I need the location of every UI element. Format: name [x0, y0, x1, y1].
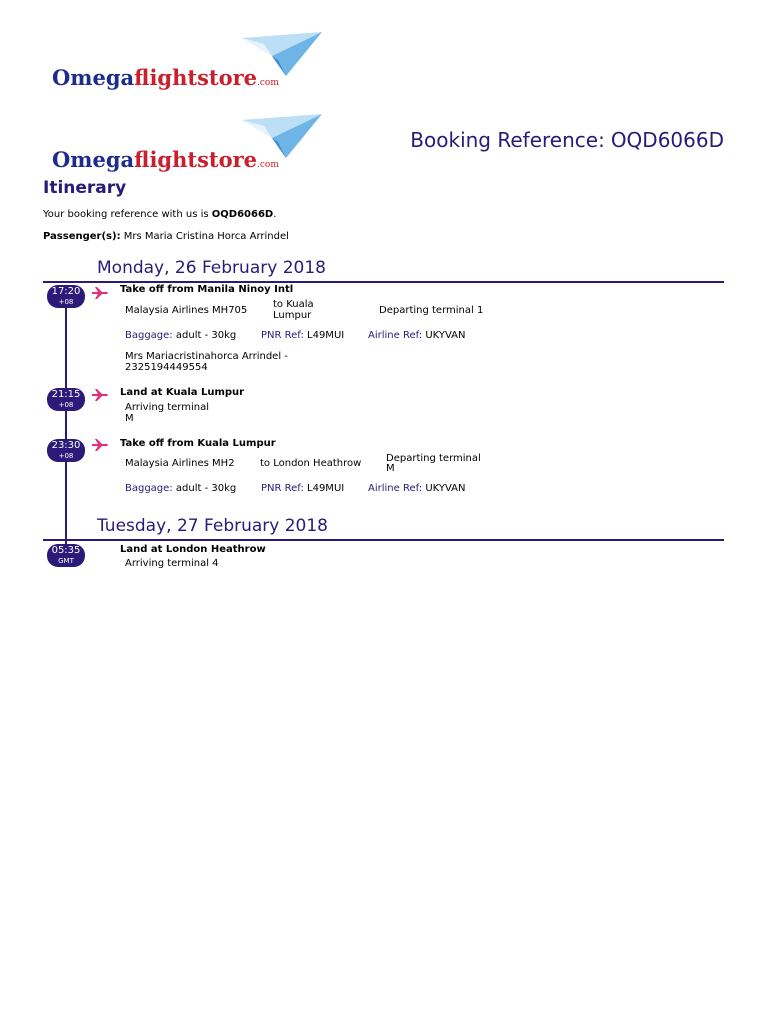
day-divider — [43, 539, 724, 541]
passengers-label: Passenger(s): — [43, 231, 121, 242]
time-badge: 17:20 +08 — [47, 285, 85, 308]
terminal: Departing terminal 1 — [379, 305, 484, 316]
pnr-ref: PNR Ref: L49MUI — [261, 483, 345, 494]
time-badge: 21:15 +08 — [47, 388, 85, 411]
logo-wordmark: Omegaflightstore.com — [52, 65, 279, 90]
destination: to London Heathrow — [260, 458, 362, 469]
itinerary-title: Itinerary — [43, 178, 127, 198]
terminal: Departing terminal — [386, 453, 481, 464]
airplane-icon — [91, 388, 109, 402]
passengers-value: Mrs Maria Cristina Horca Arrindel — [123, 231, 289, 242]
airline-ref: Airline Ref: UKYVAN — [368, 483, 466, 494]
event-title: Land at London Heathrow — [120, 544, 266, 555]
ticket-number: 2325194449554 — [125, 362, 208, 373]
booking-reference-heading — [410, 128, 724, 152]
destination: Lumpur — [273, 310, 312, 321]
event-title: Land at Kuala Lumpur — [120, 387, 245, 398]
booking-ref-inline: OQD6066D — [211, 209, 274, 220]
day-header: Monday, 26 February 2018 — [97, 258, 326, 278]
pnr-ref: PNR Ref: L49MUI — [261, 330, 345, 341]
airplane-icon — [91, 286, 109, 300]
airline-flight: Malaysia Airlines MH2 — [125, 458, 235, 469]
logo-wordmark: Omegaflightstore.com — [52, 147, 279, 172]
baggage: Baggage: adult - 30kg — [125, 483, 237, 494]
baggage: Baggage: adult - 30kg — [125, 330, 237, 341]
terminal-code: M — [386, 463, 395, 474]
airplane-icon — [91, 438, 109, 452]
airline-flight: Malaysia Airlines MH705 — [125, 305, 248, 316]
destination: to Kuala — [273, 299, 314, 310]
time-badge: 05:35 GMT — [47, 544, 85, 567]
day-header: Tuesday, 27 February 2018 — [97, 516, 329, 536]
booking-ref-label: Booking Reference: — [410, 128, 605, 152]
brand-logo — [52, 30, 322, 90]
day-divider — [43, 281, 724, 283]
terminal: Arriving terminal 4 — [125, 558, 219, 569]
event-title: Take off from Kuala Lumpur — [120, 438, 276, 449]
booking-ref-value: OQD6066D — [610, 128, 724, 152]
terminal: Arriving terminal — [125, 402, 209, 413]
booking-ref-sentence: Your booking reference with us is OQD6066D. — [43, 209, 277, 220]
time-badge: 23:30 +08 — [47, 439, 85, 462]
terminal-code: M — [125, 413, 134, 424]
brand-logo-secondary — [52, 112, 322, 172]
event-title: Take off from Manila Ninoy Intl — [120, 284, 294, 295]
airline-ref: Airline Ref: UKYVAN — [368, 330, 466, 341]
passengers — [43, 231, 289, 242]
timeline-line — [65, 296, 67, 541]
ticket-info: Mrs Mariacristinahorca Arrindel - — [125, 351, 288, 362]
